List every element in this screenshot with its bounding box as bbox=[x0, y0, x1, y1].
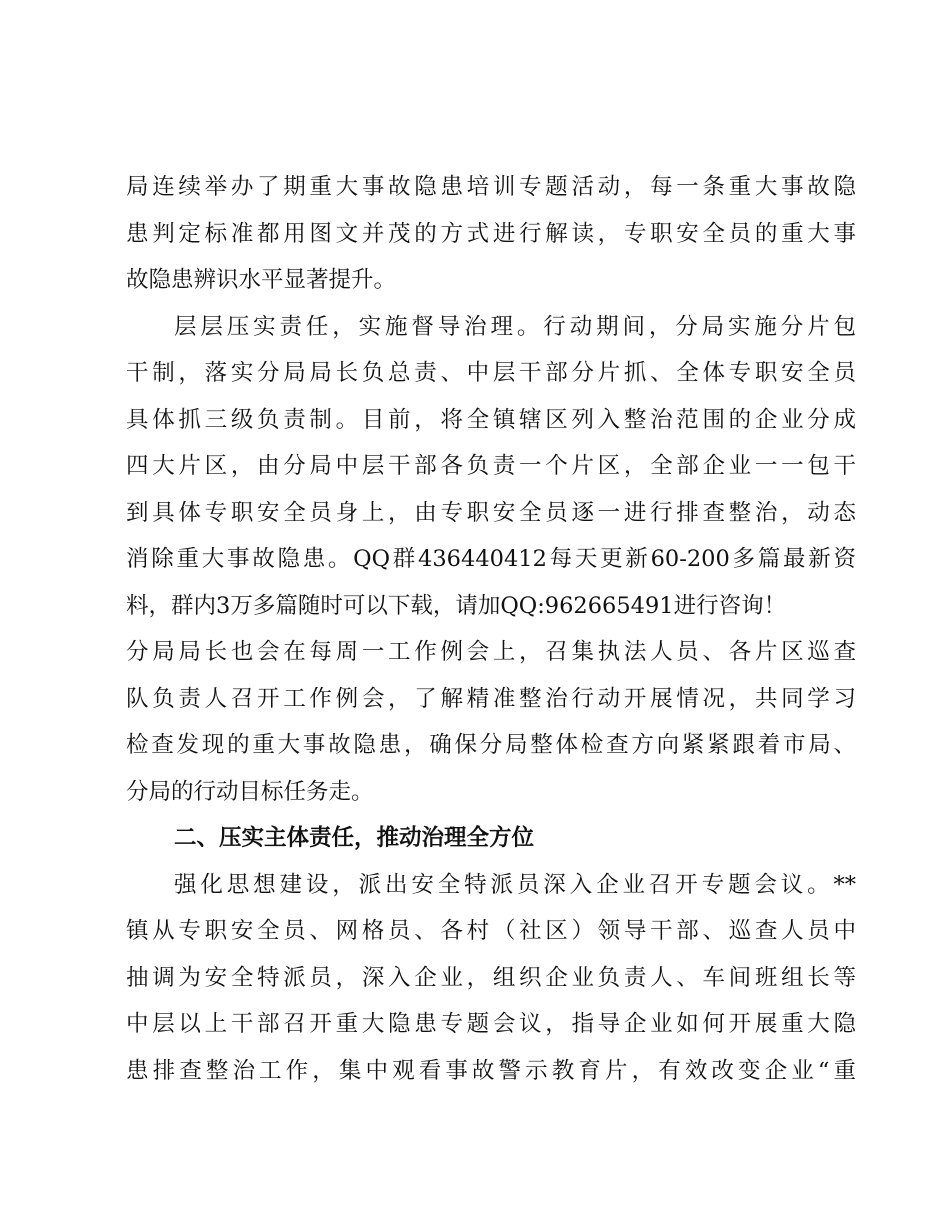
body-line: 局连续举办了期重大事故隐患培训专题活动，每一条重大事故隐 bbox=[126, 174, 856, 200]
body-line: 中层以上干部召开重大隐患专题会议，指导企业如何开展重大隐 bbox=[126, 1011, 856, 1037]
body-line: 检查发现的重大事故隐患，确保分局整体检查方向紧紧跟着市局、 bbox=[126, 732, 856, 758]
body-line: 分局的行动目标任务走。 bbox=[126, 778, 374, 805]
body-line: 消除重大事故隐患。QQ群436440412每天更新60-200多篇最新资 bbox=[126, 546, 856, 572]
body-line: 分局局长也会在每周一工作例会上，召集执法人员、各片区巡查 bbox=[126, 639, 856, 665]
section-heading: 二、压实主体责任，推动治理全方位 bbox=[174, 825, 535, 851]
body-line: 故隐患辨识水平显著提升。 bbox=[126, 267, 397, 293]
body-line: 干制，落实分局局长负总责、中层干部分片抓、全体专职安全员 bbox=[126, 360, 856, 386]
paragraph-first-line: 层层压实责任，实施督导治理。行动期间，分局实施分片包 bbox=[174, 313, 856, 340]
paragraph-first-line: 强化思想建设，派出安全特派员深入企业召开专题会议。** bbox=[174, 871, 856, 898]
body-line: 患排查整治工作，集中观看事故警示教育片，有效改变企业“重 bbox=[126, 1057, 856, 1084]
document-body bbox=[126, 164, 856, 1094]
body-line: 四大片区，由分局中层干部各负责一个片区，全部企业一一包干 bbox=[126, 453, 856, 479]
body-line: 患判定标准都用图文并茂的方式进行解读，专职安全员的重大事 bbox=[126, 220, 856, 247]
body-line: 队负责人召开工作例会，了解精准整治行动开展情况，共同学习 bbox=[126, 685, 856, 712]
body-line: 具体抓三级负责制。目前，将全镇辖区列入整治范围的企业分成 bbox=[126, 406, 856, 433]
body-line: 料，群内3万多篇随时可以下载，请加QQ:962665491进行咨询！ bbox=[126, 592, 787, 619]
body-line: 到具体专职安全员身上，由专职安全员逐一进行排查整治，动态 bbox=[126, 499, 856, 526]
body-line: 镇从专职安全员、网格员、各村（社区）领导干部、巡查人员中 bbox=[126, 918, 856, 944]
body-line: 抽调为安全特派员，深入企业，组织企业负责人、车间班组长等 bbox=[126, 964, 856, 991]
